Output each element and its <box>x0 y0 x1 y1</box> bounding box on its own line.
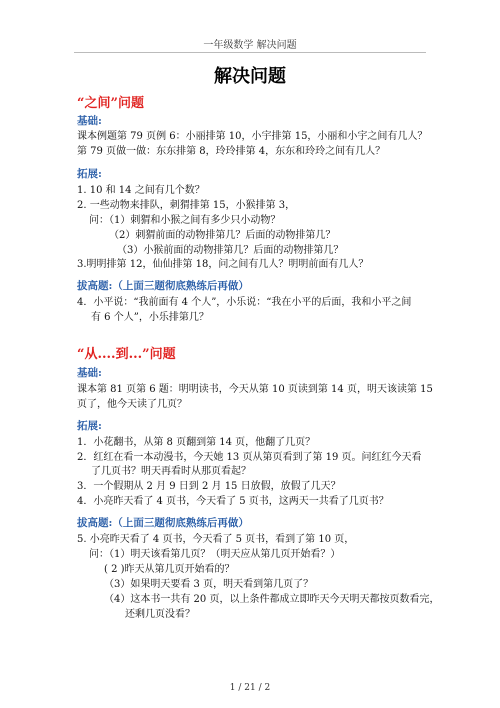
section2-extension-line: 1．小花翻书，从第 8 页翻到第 14 页，他翻了几页？ <box>77 437 316 448</box>
section1-extension-line: 2. 一些动物来排队，刺猬排第 15，小猴排第 3， <box>77 200 296 211</box>
section1-advanced-line: 有 6 个人”，小乐排第几？ <box>91 312 209 323</box>
section2-basic-line: 页了，他今天读了几页？ <box>77 399 187 410</box>
section2-basic-line: 课本第 81 页第 6 题：明明读书，今天从第 10 页读到第 14 页，明天该读第 15 <box>77 384 433 395</box>
section1-extension-line: （2）刺猬前面的动物排第几？后面的动物排第几？ <box>109 230 336 241</box>
section2-advanced-line: 5. 小亮昨天看了 4 页书，今天看了 5 页书，看到了第 10 页， <box>77 534 355 545</box>
section2-advanced-label: 拔高题:（上面三题彻底熟练后再做） <box>77 517 249 529</box>
section2-extension-line: 4．小亮昨天看了 4 页书，今天看了 5 页书，这两天一共看了几页书？ <box>77 496 389 507</box>
section1-advanced-line: 4．小平说：“我前面有 4 个人”，小乐说：“我在小平的后面，我和小平之间 <box>77 297 412 308</box>
page-title: 解决问题 <box>214 66 286 87</box>
section2-extension-line: 了几页书？明天再看时从那页看起？ <box>91 466 251 477</box>
section1-basic-line: 第 79 页做一做：东东排第 8，玲玲排第 4，东东和玲玲之间有几人？ <box>77 146 386 157</box>
section2-advanced-line: （3）如果明天要看 3 页，明天看到第几页了？ <box>104 579 314 590</box>
section2-advanced-line: ( 2 )昨天从第几页开始看的？ <box>104 564 235 575</box>
section1-extension-line: （3）小猴前面的动物排第几？后面的动物排第几？ <box>117 245 344 256</box>
section1-basic-label: 基础: <box>77 115 102 127</box>
section2-extension-line: 2．红红在看一本动漫书，今天她 13 页从第页看到了第 19 页。问红红今天看 <box>77 452 422 463</box>
section1-advanced-label: 拔高题:（上面三题彻底熟练后再做） <box>77 280 249 292</box>
header-divider <box>74 52 426 53</box>
section2-advanced-line: （4）这本书一共有 20 页，以上条件都成立即昨天今天明天都按页数看完， <box>104 594 440 605</box>
page-number: 1 / 21 / 2 <box>229 683 271 693</box>
section1-extension-label: 拓展: <box>77 168 102 180</box>
page-header: 一年级数学 解决问题 <box>203 40 297 51</box>
section1-title: “之间”问题 <box>77 96 144 111</box>
section2-title: “从....到...”问题 <box>77 347 176 362</box>
section1-extension-line: 1. 10 和 14 之间有几个数？ <box>77 185 205 196</box>
section2-advanced-line: 还剩几页没看？ <box>125 609 195 620</box>
section2-extension-label: 拓展: <box>77 420 102 432</box>
section2-extension-line: 3．一个假期从 2 月 9 日到 2 月 15 日放假，放假了几天？ <box>77 481 341 492</box>
section2-basic-label: 基础: <box>77 367 102 379</box>
section2-advanced-line: 问：（1）明天该看第几页？（明天应从第几页开始看？） <box>89 549 341 560</box>
section1-extension-line: 问：（1）刺猬和小猴之间有多少只小动物？ <box>89 215 281 226</box>
section1-basic-line: 课本例题第 79 页例 6：小丽排第 10，小宇排第 15，小丽和小宇之间有几人？ <box>77 131 428 142</box>
section1-extension-line: 3.明明排第 12，仙仙排第 18，问之间有几人？明明前面有几人？ <box>77 259 369 270</box>
